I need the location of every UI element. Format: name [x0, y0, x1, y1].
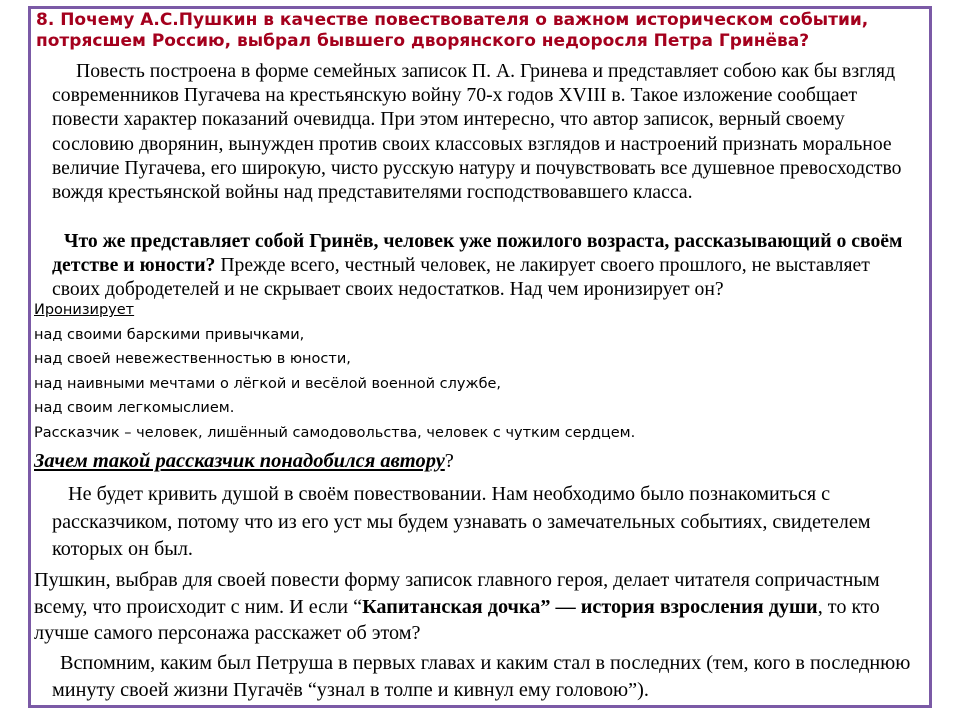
list-item: над своим легкомыслием.: [34, 400, 235, 417]
question-why-narrator-text: Зачем такой рассказчик понадобился автору: [34, 450, 445, 472]
narrator-summary: Рассказчик – человек, лишённый самодовольства, человек с чутким сердцем.: [34, 424, 636, 441]
list-item: над своими барскими привычками,: [34, 326, 305, 343]
grinev-question: Что же представляет собой Гринёв, человек уже пожилого возраста, рассказывающий о своём детстве и юности?: [52, 230, 903, 277]
irony-list: [34, 298, 914, 446]
slide-title: 8. Почему А.С.Пушкин в качестве повествователя о важном историческом событии, потрясшем Россию, выбрал бывшего дворянского недоросля Петра Гринёва?: [36, 10, 869, 51]
question-mark: ?: [444, 450, 454, 472]
pushkin-text-before: Пушкин, выбрав для своей повести форму записок главного героя, делает читателя сопричастным всему, что происходит с ним. И если “: [34, 569, 880, 618]
pushkin-highlight: Капитанская дочка” — история взросления души: [362, 595, 818, 618]
grinev-answer: Прежде всего, честный человек, не лакирует своего прошлого, не выставляет своих добродетелей и не скрывает своих недостатков. Над чем иронизирует он?: [52, 254, 870, 301]
paragraph-intro: Повесть построена в форме семейных записок П. А. Гринева и представляет собою как бы взгляд современников Пугачева на крестьянскую войну 70-х годов XVIII в. Такое изложение сообщает повести характер показаний очевидца. При этом интересно, что автор записок, верный своему сословию дворянин, вынужден против своих классовых взглядов и настроений признать моральное величие Пугачева, его широкую, чисто русскую натуру и почувствовать все душевное превосходство вождя крестьянской войны над представителями господствовавшего класса.: [52, 60, 902, 204]
paragraph-grinev: [52, 229, 918, 302]
paragraph-narrator: Не будет кривить душой в своём повествовании. Нам необходимо было познакомиться с рассказчиком, потому что из его уст мы будем узнавать о замечательных событиях, свидетелем которых он был.: [52, 483, 871, 560]
question-why-narrator: [34, 448, 914, 474]
paragraph-pushkin: [34, 567, 918, 647]
paragraph-petrusha: Вспомним, каким был Петруша в первых главах и каким стал в последних (тем, кого в последнюю минуту своей жизни Пугачёв “узнал в толпе и кивнул ему головою”).: [52, 652, 911, 701]
irony-heading: Иронизирует: [34, 302, 135, 318]
pushkin-text-after: , то кто лучше самого персонажа расскажет об этом?: [34, 595, 880, 644]
list-item: над своей невежественностью в юности,: [34, 351, 351, 368]
list-item: над наивными мечтами о лёгкой и весёлой военной службе,: [34, 375, 502, 392]
